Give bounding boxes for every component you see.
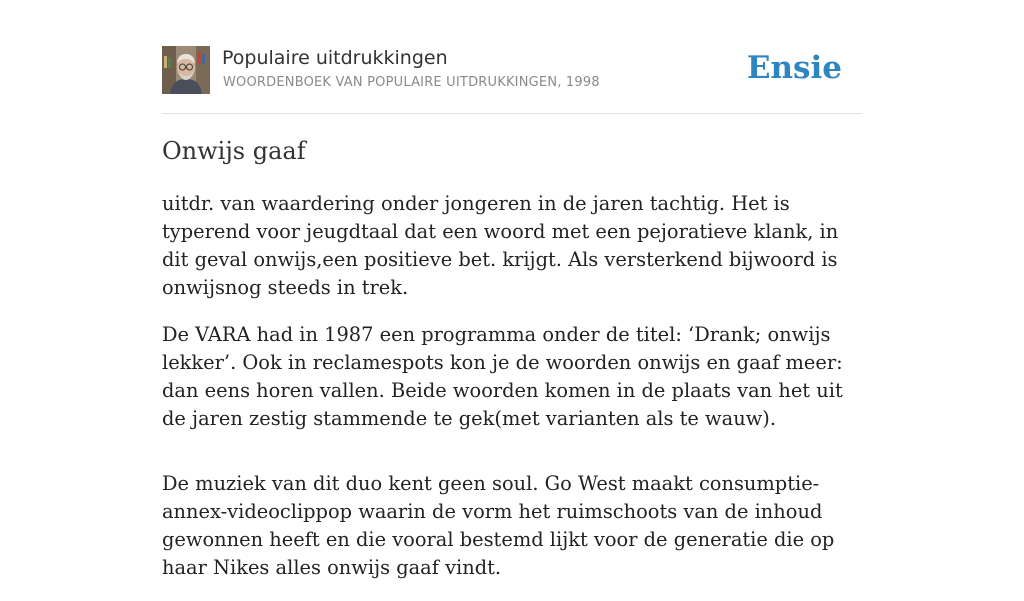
header-divider	[162, 113, 862, 114]
entry-paragraph-usage: De VARA had in 1987 een programma onder de titel: ‘Drank; onwijs lekker’. Ook in reclamespots kon je de woorden onwijs en gaaf meer: dan eens horen vallen. Beide woorden komen in de plaats van het uit de jaren zestig stammende te gek(met varianten als te wauw).	[162, 323, 843, 430]
entry-paragraph-quote: De muziek van dit duo kent geen soul. Go West maakt consumptie-annex-videoclippop waarin de vorm het ruimschoots van de inhoud gewonnen heeft en die vooral bestemd lijkt voor de generatie die op haar Nikes alles onwijs gaaf vindt.	[162, 472, 835, 579]
source-header	[162, 46, 862, 96]
author-portrait-icon[interactable]	[162, 46, 210, 94]
author-portrait-image	[162, 46, 210, 94]
entry-content	[162, 190, 862, 601]
brand-logo[interactable]: Ensie	[746, 50, 842, 86]
source-subtitle: WOORDENBOEK VAN POPULAIRE UITDRUKKINGEN, 1998	[223, 75, 600, 90]
source-title[interactable]: Populaire uitdrukkingen	[222, 47, 448, 69]
entry-paragraph-definition: uitdr. van waardering onder jongeren in de jaren tachtig. Het is typerend voor jeugdtaal dat een woord met een pejoratieve klank, in dit geval onwijs,een positieve bet. krijgt. Als versterkend bijwoord is onwijsnog steeds in trek.	[162, 192, 839, 299]
entry-title: Onwijs gaaf	[162, 137, 306, 165]
